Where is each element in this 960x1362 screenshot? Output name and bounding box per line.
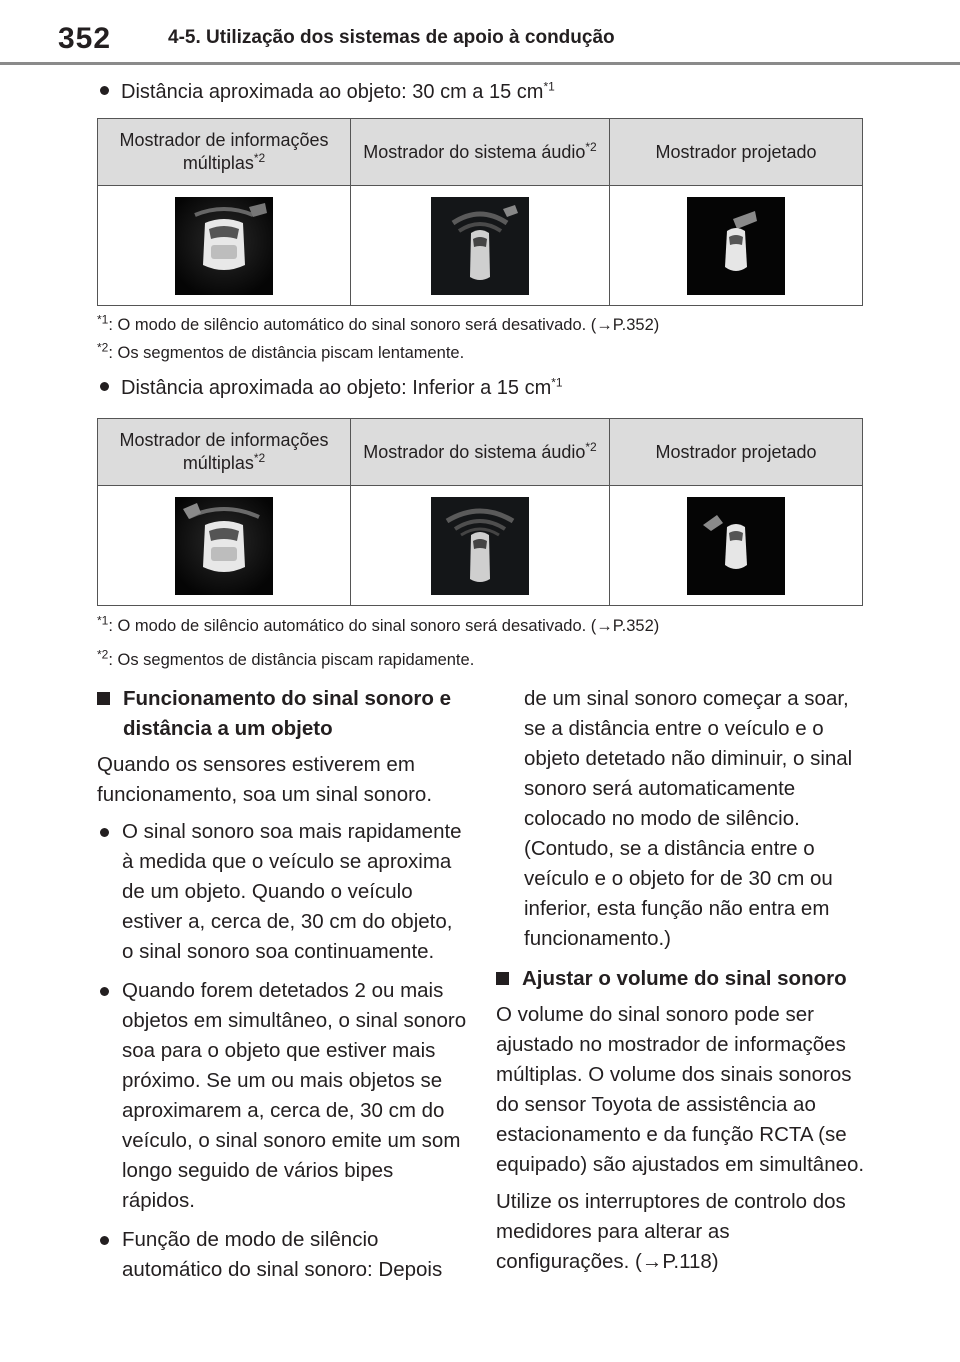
footnote-marker: *1 (551, 375, 563, 390)
list-item: Quando forem detetados 2 ou mais objetos em simultâneo, o sinal sonoro soa para o objeto que estiver mais próximo. Se um ou mais objetos se aproximarem a, cerca de, 30 cm do veículo, o sinal sonoro emite um som longo seguido de vários bipes rápidos. (97, 976, 467, 1216)
distance-bullet-30-15 (100, 80, 555, 104)
car-sensor-icon (431, 197, 529, 295)
section-heading: Ajustar o volume do sinal sonoro (496, 964, 866, 994)
list-item-continuation: de um sinal sonoro começar a soar, se a distância entre o veículo e o objeto detetado não diminuir, o sinal sonoro será automaticamente colocado no modo de silêncio. (Contudo, se a distância entre o veículo e o objeto for de 30 cm ou inferior, esta função não entra em funcionamento.) (524, 687, 853, 950)
paragraph: Quando os sensores estiverem em funcionamento, soa um sinal sonoro. (97, 753, 433, 806)
footnote-2: $^{*2}$: Os segmentos de distância piscam rapidamente. (97, 647, 475, 669)
col-header-hud: Mostrador projetado (610, 419, 863, 486)
col-header-multi-info: Mostrador de informações múltiplas$^{*2}$ (98, 419, 351, 486)
left-column (97, 684, 467, 1294)
bullet-icon (100, 86, 109, 95)
bullet-text: Distância aproximada ao objeto: 30 cm a 15 cm (121, 81, 544, 103)
bullet-icon (100, 987, 109, 996)
footnote-1: $^{*1}$: O modo de silêncio automático do sinal sonoro será desativado. (→P.352) (97, 613, 660, 635)
col-header-multi-info: Mostrador de informações múltiplas$^{*2}$ (98, 119, 351, 186)
car-sensor-icon (175, 497, 273, 595)
distance-bullet-under-15 (100, 376, 563, 400)
section-heading: Funcionamento do sinal sonoro e distância a um objeto (97, 684, 467, 744)
hud-display-image (687, 197, 785, 295)
col-header-audio: Mostrador do sistema áudio$^{*2}$ (351, 119, 610, 186)
footnote-2: $^{*2}$: Os segmentos de distância piscam lentamente. (97, 340, 465, 362)
square-bullet-icon (97, 692, 110, 705)
square-bullet-icon (496, 972, 509, 985)
bullet-text: Distância aproximada ao objeto: Inferior a 15 cm (121, 377, 552, 399)
table-row (98, 486, 863, 606)
col-header-audio: Mostrador do sistema áudio$^{*2}$ (351, 419, 610, 486)
table-header-row (98, 419, 863, 486)
col-header-hud: Mostrador projetado (610, 119, 863, 186)
header-divider (0, 62, 960, 65)
list-item: O sinal sonoro soa mais rapidamente à medida que o veículo se aproxima de um objeto. Quando o veículo estiver a, cerca de, 30 cm do objeto, o sinal sonoro soa continuamente. (97, 817, 467, 967)
section-title: 4-5. Utilização dos sistemas de apoio à condução (168, 27, 615, 48)
footnote-1: $^{*1}$: O modo de silêncio automático do sinal sonoro será desativado. (→P.352) (97, 312, 660, 334)
bullet-icon (100, 828, 109, 837)
display-table-30-15 (97, 118, 863, 306)
right-column (496, 684, 866, 1284)
page-reference-link[interactable]: →P.118) (641, 1250, 719, 1273)
page-reference-link[interactable]: →P.352) (596, 617, 660, 635)
paragraph: Utilize os interruptores de controlo dos medidores para alterar as configurações. (→P.118) (496, 1190, 846, 1273)
car-sensor-icon (175, 197, 273, 295)
page-header (0, 0, 960, 70)
hud-display-image (687, 497, 785, 595)
car-sensor-icon (431, 497, 529, 595)
paragraph: O volume do sinal sonoro pode ser ajustado no mostrador de informações múltiplas. O volume dos sinais sonoros do sensor Toyota de assistência ao estacionamento e da função RCTA (se equipado) são ajustados em simultâneo. (496, 1003, 865, 1176)
multi-info-display-image (175, 197, 273, 295)
multi-info-display-image (175, 497, 273, 595)
table-row (98, 186, 863, 306)
list-item: Função de modo de silêncio automático do sinal sonoro: Depois (97, 1225, 467, 1285)
page-reference-link[interactable]: →P.352) (596, 316, 660, 334)
display-table-under-15 (97, 418, 863, 606)
car-sensor-icon (687, 497, 785, 595)
bullet-icon (100, 382, 109, 391)
bullet-icon (100, 1236, 109, 1245)
footnote-marker: *1 (543, 79, 555, 94)
page-number: 352 (58, 22, 112, 55)
audio-display-image (431, 497, 529, 595)
car-sensor-icon (687, 197, 785, 295)
audio-display-image (431, 197, 529, 295)
table-header-row (98, 119, 863, 186)
